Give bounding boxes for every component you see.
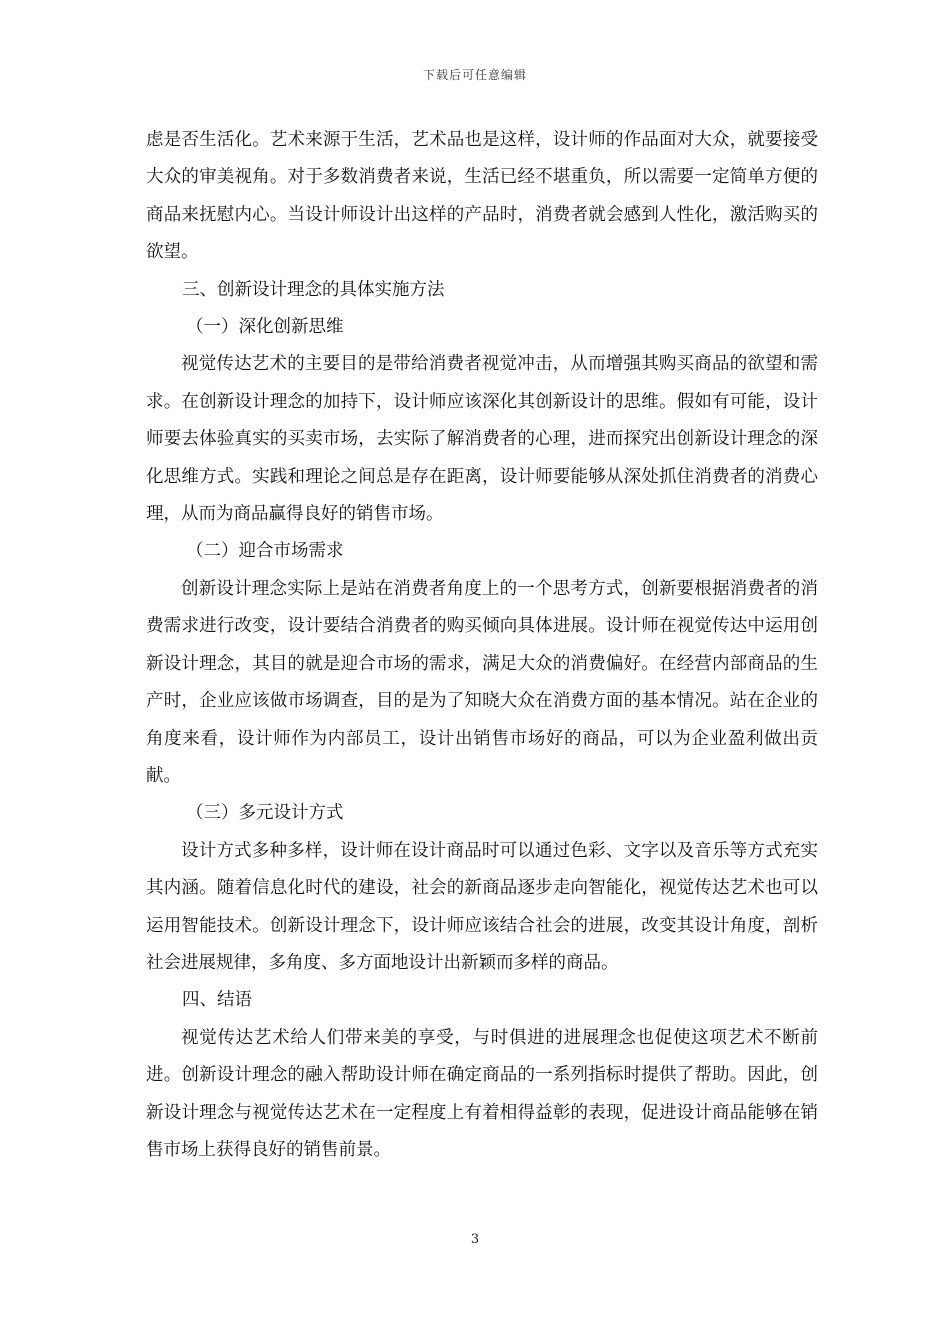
body-paragraph-continuation: 虑是否生活化。艺术来源于生活，艺术品也是这样，设计师的作品面对大众，就要接受大众的审美视角。对于多数消费者来说，生活已经不堪重负，所以需要一定简单方便的商品来抚慰内心。当设计师设计出这样的产品时，消费者就会感到人性化，激活购买的欲望。 [146, 130, 818, 263]
header-note: 下载后可任意编辑 [422, 68, 527, 82]
body-paragraph: 视觉传达艺术给人们带来美的享受，与时俱进的进展理念也促使这项艺术不断前进。创新设计理念的融入帮助设计师在确定商品的一系列指标时提供了帮助。因此，创新设计理念与视觉传达艺术在一定程度上有着相得益彰的表现，促进设计商品能够在销售市场上获得良好的销售前景。 [146, 1027, 818, 1160]
section-heading-3: 三、创新设计理念的具体实施方法 [182, 279, 445, 300]
subsection-heading-3: （三）多元设计方式 [186, 803, 344, 824]
body-paragraph: 设计方式多种多样，设计师在设计商品时可以通过色彩、文字以及音乐等方式充实其内涵。随着信息化时代的建设，社会的新商品逐步走向智能化，视觉传达艺术也可以运用智能技术。创新设计理念下，设计师应该结合社会的进展，改变其设计角度，剖析社会进展规律，多角度、多方面地设计出新颖而多样的商品。 [146, 840, 818, 973]
page-number: 3 [470, 1232, 480, 1247]
body-paragraph: 视觉传达艺术的主要目的是带给消费者视觉冲击，从而增强其购买商品的欲望和需求。在创新设计理念的加持下，设计师应该深化其创新设计的思维。假如有可能，设计师要去体验真实的买卖市场，去实际了解消费者的心理，进而探究出创新设计理念的深化思维方式。实践和理论之间总是存在距离，设计师要能够从深处抓住消费者的消费心理，从而为商品赢得良好的销售市场。 [146, 354, 818, 525]
body-paragraph: 创新设计理念实际上是站在消费者角度上的一个思考方式，创新要根据消费者的消费需求进行改变，设计要结合消费者的购买倾向具体进展。设计师在视觉传达中运用创新设计理念，其目的就是迎合市场的需求，满足大众的消费偏好。在经营内部商品的生产时，企业应该做市场调查，目的是为了知晓大众在消费方面的基本情况。站在企业的角度来看，设计师作为内部员工，设计出销售市场好的商品，可以为企业盈利做出贡献。 [146, 578, 818, 786]
subsection-heading-1: （一）深化创新思维 [186, 317, 344, 338]
subsection-heading-2: （二）迎合市场需求 [186, 541, 344, 562]
section-heading-4: 四、结语 [182, 990, 252, 1011]
document-body [146, 122, 818, 1169]
